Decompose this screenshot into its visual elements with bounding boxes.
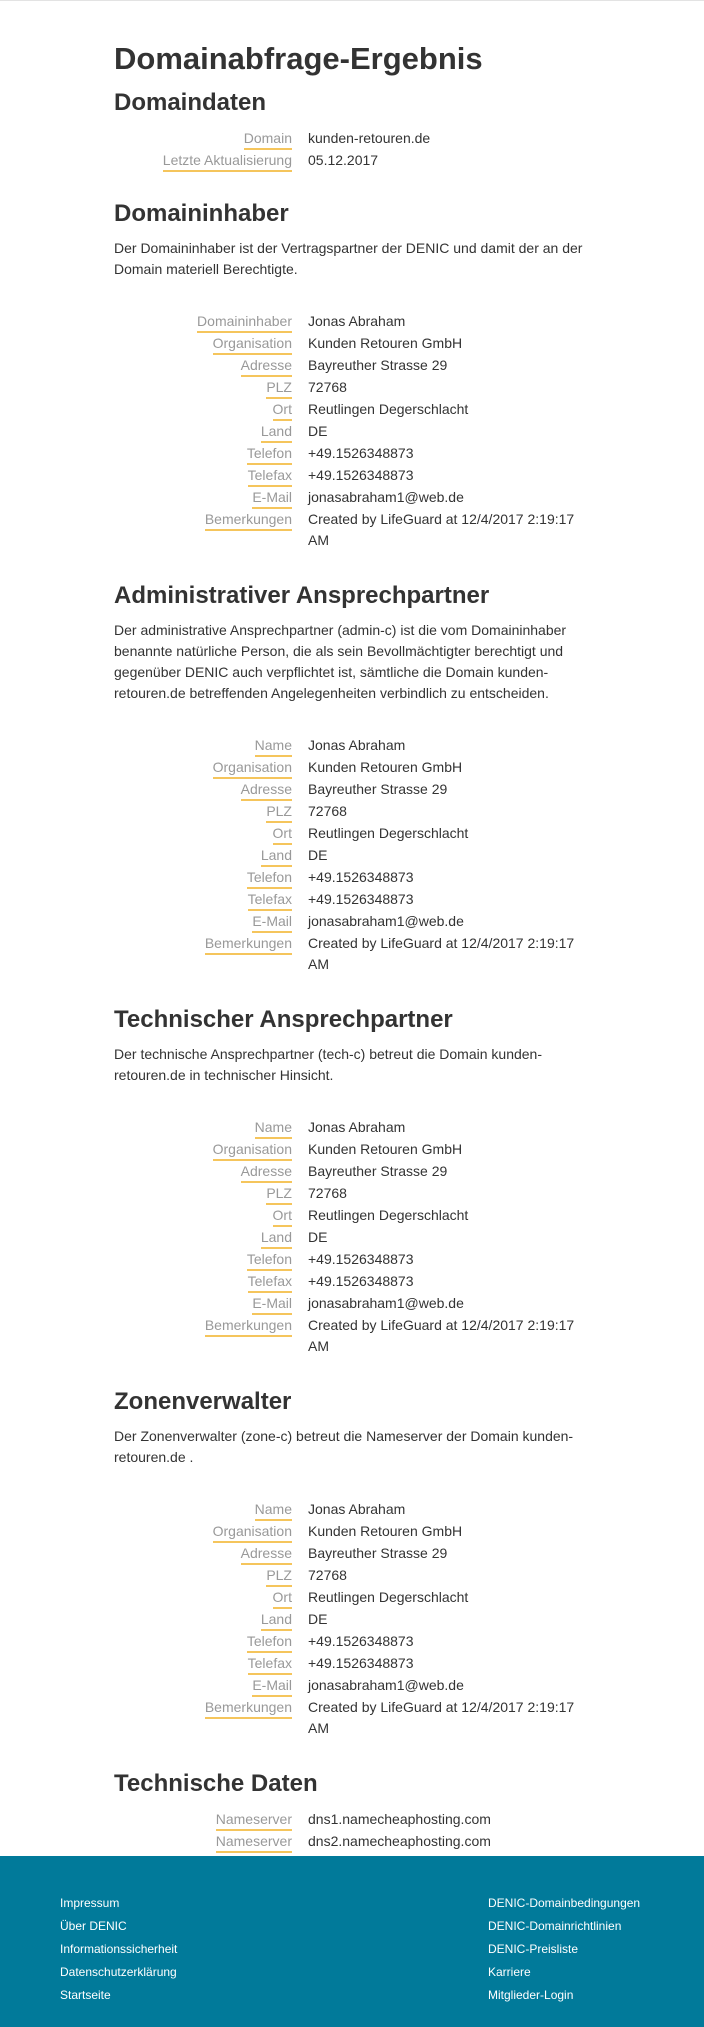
- main-content: [114, 40, 594, 1853]
- field-label: [114, 487, 292, 509]
- kv-row: [114, 150, 594, 172]
- field-value: Bayreuther Strasse 29: [308, 1163, 448, 1179]
- kv-row: [114, 1139, 594, 1161]
- field-label-text: Name: [255, 1500, 292, 1521]
- field-label-text: PLZ: [266, 378, 292, 399]
- field-value: Kunden Retouren GmbH: [308, 1141, 463, 1157]
- field-value: Reutlingen Degerschlacht: [308, 1207, 469, 1223]
- footer-link[interactable]: Impressum: [60, 1896, 120, 1910]
- field-value: kunden-retouren.de: [308, 130, 431, 146]
- section-description: Der technische Ansprechpartner (tech-c) betreut die Domain kunden-retouren.de in technischer Hinsicht.: [114, 1046, 542, 1083]
- field-value: 72768: [308, 1185, 347, 1201]
- field-label: [114, 735, 292, 757]
- field-value: jonasabraham1@web.de: [308, 1677, 464, 1693]
- footer-link[interactable]: Startseite: [60, 1988, 111, 2002]
- section-heading: Technische Daten: [114, 1770, 318, 1797]
- field-label: [114, 1205, 292, 1227]
- kv-row: [114, 1521, 594, 1543]
- kv-row: [114, 1609, 594, 1631]
- field-label-text: Adresse: [241, 356, 292, 377]
- field-label-text: Land: [261, 422, 292, 443]
- field-label: [114, 1161, 292, 1183]
- field-label: [114, 845, 292, 867]
- field-label: [114, 1587, 292, 1609]
- field-value: Kunden Retouren GmbH: [308, 759, 463, 775]
- field-label-text: E-Mail: [252, 912, 292, 933]
- kv-row: [114, 399, 594, 421]
- section-heading: Zonenverwalter: [114, 1388, 292, 1415]
- field-label: [114, 933, 292, 975]
- field-label-text: Adresse: [241, 1162, 292, 1183]
- kv-row: [114, 1697, 594, 1739]
- kv-row: [114, 1565, 594, 1587]
- field-value: jonasabraham1@web.de: [308, 489, 464, 505]
- field-label: [114, 1227, 292, 1249]
- field-label-text: E-Mail: [252, 1676, 292, 1697]
- field-label-text: Domain: [244, 129, 292, 150]
- field-label-text: Bemerkungen: [205, 1698, 292, 1719]
- section-description: Der administrative Ansprechpartner (admin-c) ist die vom Domaininhaber benannte natürliche Person, die als sein Bevollmächtigter berechtigt und gegenüber DENIC auch verpflichtet ist, sämtliche die Domain kunden-retouren.de betreffenden Angelegenheiten verbindlich zu entscheiden.: [114, 622, 567, 701]
- field-value: Jonas Abraham: [308, 313, 406, 329]
- field-value: Bayreuther Strasse 29: [308, 781, 448, 797]
- field-label-text: Organisation: [213, 758, 292, 779]
- field-label: [114, 1831, 292, 1853]
- field-value: Reutlingen Degerschlacht: [308, 1589, 469, 1605]
- field-label-text: Telefax: [248, 1654, 292, 1675]
- kv-row: [114, 1183, 594, 1205]
- field-label-text: Telefon: [247, 1250, 292, 1271]
- field-label: [114, 867, 292, 889]
- field-label-text: Ort: [273, 1588, 292, 1609]
- field-label: [114, 911, 292, 933]
- field-label: [114, 757, 292, 779]
- kv-row: [114, 509, 594, 551]
- field-label: [114, 1499, 292, 1521]
- section-domaininhaber: [114, 198, 594, 551]
- field-label: [114, 509, 292, 551]
- footer: [0, 1856, 704, 2027]
- kv-row: [114, 1653, 594, 1675]
- field-label-text: PLZ: [266, 802, 292, 823]
- kv-row: [114, 889, 594, 911]
- kv-row: [114, 1117, 594, 1139]
- field-label-text: Ort: [273, 1206, 292, 1227]
- field-label: [114, 399, 292, 421]
- footer-links-right: [488, 1892, 640, 2007]
- field-label: [114, 355, 292, 377]
- field-value: Bayreuther Strasse 29: [308, 1545, 448, 1561]
- field-label-text: Telefax: [248, 890, 292, 911]
- field-label-text: E-Mail: [252, 488, 292, 509]
- section-heading: Technischer Ansprechpartner: [114, 1006, 453, 1033]
- field-value: DE: [308, 847, 328, 863]
- kv-row: [114, 911, 594, 933]
- kv-row: [114, 1809, 594, 1831]
- kv-row: [114, 1315, 594, 1357]
- field-label: [114, 333, 292, 355]
- field-value: Kunden Retouren GmbH: [308, 335, 463, 351]
- field-value: Jonas Abraham: [308, 1119, 406, 1135]
- kv-table: [114, 311, 594, 551]
- kv-row: [114, 421, 594, 443]
- field-label-text: E-Mail: [252, 1294, 292, 1315]
- field-label-text: Land: [261, 1610, 292, 1631]
- kv-table: [114, 1499, 594, 1739]
- footer-link[interactable]: Informationssicherheit: [60, 1942, 178, 1956]
- field-value: dns1.namecheaphosting.com: [308, 1811, 491, 1827]
- kv-row: [114, 1543, 594, 1565]
- field-value: +49.1526348873: [308, 869, 414, 885]
- field-label-text: PLZ: [266, 1566, 292, 1587]
- field-label: [114, 1631, 292, 1653]
- kv-row: [114, 377, 594, 399]
- field-label: [114, 1809, 292, 1831]
- kv-row: [114, 1293, 594, 1315]
- field-label: [114, 1653, 292, 1675]
- section-zone-c: [114, 1386, 594, 1739]
- field-value: +49.1526348873: [308, 445, 414, 461]
- field-value: +49.1526348873: [308, 1633, 414, 1649]
- field-value: Reutlingen Degerschlacht: [308, 401, 469, 417]
- field-label: [114, 128, 292, 150]
- section-heading: Administrativer Ansprechpartner: [114, 582, 490, 609]
- field-label: [114, 889, 292, 911]
- field-value: Reutlingen Degerschlacht: [308, 825, 469, 841]
- field-label-text: Telefon: [247, 1632, 292, 1653]
- field-label: [114, 1543, 292, 1565]
- kv-table: [114, 1809, 594, 1853]
- field-label-text: Land: [261, 846, 292, 867]
- field-label-text: Bemerkungen: [205, 934, 292, 955]
- kv-row: [114, 757, 594, 779]
- field-label-text: Bemerkungen: [205, 1316, 292, 1337]
- field-label: [114, 779, 292, 801]
- kv-row: [114, 867, 594, 889]
- kv-row: [114, 1271, 594, 1293]
- field-label-text: Ort: [273, 824, 292, 845]
- field-label-text: Telefon: [247, 868, 292, 889]
- field-label-text: Organisation: [213, 1140, 292, 1161]
- kv-table: [114, 1117, 594, 1357]
- field-label-text: Domaininhaber: [197, 312, 292, 333]
- field-label-text: Adresse: [241, 1544, 292, 1565]
- field-label-text: Nameserver: [216, 1810, 292, 1831]
- field-value: +49.1526348873: [308, 891, 414, 907]
- kv-row: [114, 1161, 594, 1183]
- section-description: Der Zonenverwalter (zone-c) betreut die Nameserver der Domain kunden-retouren.de .: [114, 1428, 574, 1465]
- kv-row: [114, 933, 594, 975]
- field-label-text: Adresse: [241, 780, 292, 801]
- field-label: [114, 1249, 292, 1271]
- kv-row: [114, 128, 594, 150]
- footer-link[interactable]: Über DENIC: [60, 1919, 127, 1933]
- section-description: Der Domaininhaber ist der Vertragspartner der DENIC und damit der an der Domain materiell Berechtigte.: [114, 240, 583, 277]
- field-value: jonasabraham1@web.de: [308, 1295, 464, 1311]
- footer-link[interactable]: Mitglieder-Login: [488, 1988, 574, 2002]
- kv-row: [114, 1249, 594, 1271]
- field-label-text: Nameserver: [216, 1832, 292, 1853]
- section-heading: Domaininhaber: [114, 200, 289, 227]
- field-label: [114, 823, 292, 845]
- field-label-text: Ort: [273, 400, 292, 421]
- field-label-text: Name: [255, 736, 292, 757]
- field-value: Created by LifeGuard at 12/4/2017 2:19:17 AM: [308, 511, 575, 548]
- kv-row: [114, 311, 594, 333]
- field-value: Jonas Abraham: [308, 737, 406, 753]
- field-label: [114, 1315, 292, 1357]
- field-value: +49.1526348873: [308, 1251, 414, 1267]
- kv-row: [114, 845, 594, 867]
- field-value: +49.1526348873: [308, 1273, 414, 1289]
- field-label: [114, 465, 292, 487]
- kv-row: [114, 333, 594, 355]
- field-value: Created by LifeGuard at 12/4/2017 2:19:17 AM: [308, 1699, 575, 1736]
- field-label: [114, 421, 292, 443]
- section-technische-daten: [114, 1768, 594, 1853]
- field-label-text: Name: [255, 1118, 292, 1139]
- field-value: 72768: [308, 379, 347, 395]
- field-value: DE: [308, 1229, 328, 1245]
- field-label: [114, 1697, 292, 1739]
- field-label-text: Organisation: [213, 334, 292, 355]
- field-value: Kunden Retouren GmbH: [308, 1523, 463, 1539]
- field-label: [114, 801, 292, 823]
- kv-row: [114, 1227, 594, 1249]
- kv-row: [114, 1631, 594, 1653]
- field-label-text: Telefon: [247, 444, 292, 465]
- field-value: 72768: [308, 803, 347, 819]
- kv-row: [114, 1587, 594, 1609]
- field-label: [114, 1521, 292, 1543]
- field-value: +49.1526348873: [308, 1655, 414, 1671]
- field-label-text: Telefax: [248, 466, 292, 487]
- field-label-text: Telefax: [248, 1272, 292, 1293]
- kv-row: [114, 355, 594, 377]
- field-value: 05.12.2017: [308, 152, 379, 168]
- footer-link[interactable]: Datenschutzerklärung: [60, 1965, 177, 1979]
- kv-table: [114, 735, 594, 975]
- section-admin-c: [114, 580, 594, 975]
- footer-link[interactable]: DENIC-Domainrichtlinien: [488, 1919, 622, 1933]
- kv-table: [114, 128, 594, 172]
- field-label-text: Land: [261, 1228, 292, 1249]
- footer-link[interactable]: DENIC-Domainbedingungen: [488, 1896, 641, 1910]
- field-value: +49.1526348873: [308, 467, 414, 483]
- field-value: DE: [308, 423, 328, 439]
- field-label: [114, 1293, 292, 1315]
- field-label-text: PLZ: [266, 1184, 292, 1205]
- footer-link[interactable]: DENIC-Preisliste: [488, 1942, 579, 1956]
- section-domaindaten: [114, 87, 594, 172]
- top-divider: [0, 0, 704, 1]
- footer-links-left: [60, 1892, 177, 2007]
- kv-row: [114, 1675, 594, 1697]
- kv-row: [114, 1499, 594, 1521]
- field-label: [114, 1271, 292, 1293]
- kv-row: [114, 779, 594, 801]
- field-label: [114, 311, 292, 333]
- kv-row: [114, 735, 594, 757]
- field-value: Bayreuther Strasse 29: [308, 357, 448, 373]
- field-label: [114, 1675, 292, 1697]
- field-value: dns2.namecheaphosting.com: [308, 1833, 491, 1849]
- field-label: [114, 1139, 292, 1161]
- kv-row: [114, 487, 594, 509]
- field-label: [114, 443, 292, 465]
- field-label-text: Letzte Aktualisierung: [163, 151, 292, 172]
- field-value: jonasabraham1@web.de: [308, 913, 464, 929]
- kv-row: [114, 823, 594, 845]
- field-label: [114, 1609, 292, 1631]
- footer-link[interactable]: Karriere: [488, 1965, 531, 1979]
- field-label: [114, 1565, 292, 1587]
- kv-row: [114, 443, 594, 465]
- kv-row: [114, 1831, 594, 1853]
- field-label: [114, 377, 292, 399]
- field-label: [114, 1117, 292, 1139]
- field-value: Created by LifeGuard at 12/4/2017 2:19:17 AM: [308, 935, 575, 972]
- kv-row: [114, 801, 594, 823]
- field-label-text: Organisation: [213, 1522, 292, 1543]
- field-value: Jonas Abraham: [308, 1501, 406, 1517]
- section-tech-c: [114, 1004, 594, 1357]
- section-heading: Domaindaten: [114, 89, 267, 116]
- field-value: Created by LifeGuard at 12/4/2017 2:19:17 AM: [308, 1317, 575, 1354]
- field-label: [114, 150, 292, 172]
- kv-row: [114, 1205, 594, 1227]
- field-value: DE: [308, 1611, 328, 1627]
- kv-row: [114, 465, 594, 487]
- field-label-text: Bemerkungen: [205, 510, 292, 531]
- field-value: 72768: [308, 1567, 347, 1583]
- page-title: Domainabfrage-Ergebnis: [114, 41, 483, 76]
- field-label: [114, 1183, 292, 1205]
